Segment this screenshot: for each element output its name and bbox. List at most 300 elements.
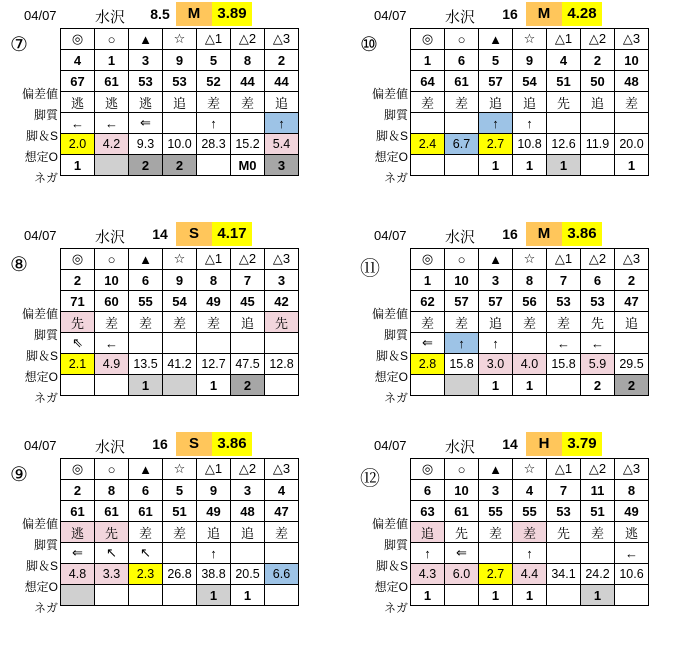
horse-number-cell: 6 — [445, 50, 479, 71]
leg-speed-cell — [197, 333, 231, 354]
leg-speed-row — [61, 333, 299, 354]
mark-cell: △3 — [615, 29, 649, 50]
race-date: 04/07 — [24, 8, 57, 23]
row-label: 想定O — [374, 150, 408, 164]
deviation-cell: 57 — [479, 291, 513, 312]
horse-number-cell: 2 — [61, 270, 95, 291]
running-style-cell: 差 — [231, 92, 265, 113]
horse-number-cell: 6 — [411, 480, 445, 501]
running-style-cell: 逃 — [61, 522, 95, 543]
expected-odds-cell: 10.8 — [513, 134, 547, 155]
race-date: 04/07 — [374, 8, 407, 23]
negative-cell: 1 — [513, 375, 547, 396]
expected-odds-cell: 47.5 — [231, 354, 265, 375]
deviation-cell: 67 — [61, 71, 95, 92]
race-score-badge: 3.89 — [212, 2, 252, 26]
negative-cell — [95, 375, 129, 396]
leg-speed-cell — [231, 333, 265, 354]
expected-odds-cell: 4.8 — [61, 564, 95, 585]
running-style-cell: 差 — [129, 312, 163, 333]
row-label: 脚＆S — [375, 129, 408, 143]
mark-cell: ☆ — [163, 459, 197, 480]
mark-cell: △2 — [231, 249, 265, 270]
expected-odds-cell: 9.3 — [129, 134, 163, 155]
running-style-cell: 追 — [197, 522, 231, 543]
race-number: ⑩ — [360, 34, 378, 56]
negative-cell: 1 — [547, 155, 581, 176]
horse-number-cell: 4 — [61, 50, 95, 71]
negative-row — [61, 585, 299, 606]
horse-number-cell: 5 — [163, 480, 197, 501]
row-labels — [0, 514, 60, 619]
deviation-cell: 51 — [581, 501, 615, 522]
running-style-cell: 差 — [479, 522, 513, 543]
leg-speed-cell — [547, 113, 581, 134]
negative-cell — [197, 155, 231, 176]
race-venue: 水沢 — [95, 229, 126, 246]
race-number: ⑫ — [360, 468, 380, 490]
row-labels — [350, 84, 410, 189]
deviation-cell: 48 — [231, 501, 265, 522]
leg-speed-cell: ← — [547, 333, 581, 354]
deviation-cell: 51 — [163, 501, 197, 522]
race-score-badge: 3.86 — [562, 222, 602, 246]
expected-odds-row — [411, 134, 649, 155]
running-style-cell: 差 — [445, 92, 479, 113]
prediction-grid — [60, 28, 299, 176]
leg-speed-cell — [581, 113, 615, 134]
negative-cell: 1 — [479, 585, 513, 606]
leg-speed-cell — [513, 333, 547, 354]
deviation-cell: 53 — [163, 71, 197, 92]
mark-cell: △2 — [581, 459, 615, 480]
deviation-cell: 61 — [95, 71, 129, 92]
running-style-cell: 差 — [513, 312, 547, 333]
running-style-row — [411, 522, 649, 543]
running-style-row — [411, 92, 649, 113]
expected-odds-cell: 20.0 — [615, 134, 649, 155]
deviation-row — [61, 291, 299, 312]
leg-speed-cell: ⇐ — [61, 543, 95, 564]
negative-cell: 1 — [61, 155, 95, 176]
row-label: 脚質 — [383, 108, 408, 122]
running-style-cell: 先 — [581, 312, 615, 333]
leg-speed-cell — [479, 543, 513, 564]
negative-cell — [445, 375, 479, 396]
expected-odds-cell: 2.3 — [129, 564, 163, 585]
deviation-cell: 54 — [513, 71, 547, 92]
deviation-cell: 53 — [129, 71, 163, 92]
running-style-cell: 差 — [445, 312, 479, 333]
deviation-cell: 50 — [581, 71, 615, 92]
negative-cell — [265, 585, 299, 606]
deviation-cell: 63 — [411, 501, 445, 522]
expected-odds-cell: 6.7 — [445, 134, 479, 155]
race-header — [350, 222, 680, 248]
expected-odds-cell: 12.7 — [197, 354, 231, 375]
expected-odds-cell: 6.0 — [445, 564, 479, 585]
negative-cell — [95, 585, 129, 606]
horse-number-row — [411, 50, 649, 71]
mark-cell: △3 — [615, 459, 649, 480]
horse-number-cell: 2 — [581, 50, 615, 71]
negative-cell — [61, 375, 95, 396]
mark-row — [411, 249, 649, 270]
expected-odds-cell: 4.0 — [513, 354, 547, 375]
race-score-badge: 3.86 — [212, 432, 252, 456]
expected-odds-cell: 13.5 — [129, 354, 163, 375]
leg-speed-cell: ← — [581, 333, 615, 354]
horse-number-cell: 8 — [95, 480, 129, 501]
race-number: ⑨ — [10, 464, 28, 486]
running-style-row — [61, 522, 299, 543]
deviation-cell: 44 — [231, 71, 265, 92]
expected-odds-cell: 24.2 — [581, 564, 615, 585]
horse-number-cell: 10 — [445, 480, 479, 501]
deviation-row — [61, 501, 299, 522]
deviation-cell: 48 — [615, 71, 649, 92]
expected-odds-cell: 5.4 — [265, 134, 299, 155]
mark-cell: △1 — [197, 29, 231, 50]
negative-cell: 1 — [197, 585, 231, 606]
running-style-cell: 追 — [265, 92, 299, 113]
expected-odds-cell: 2.8 — [411, 354, 445, 375]
negative-cell — [411, 155, 445, 176]
row-label: 想定O — [24, 150, 58, 164]
negative-cell — [95, 155, 129, 176]
deviation-cell: 56 — [513, 291, 547, 312]
negative-cell — [445, 585, 479, 606]
horse-number-cell: 10 — [95, 270, 129, 291]
negative-cell: 1 — [411, 585, 445, 606]
expected-odds-cell: 11.9 — [581, 134, 615, 155]
race-header — [350, 432, 680, 458]
mark-row — [61, 249, 299, 270]
deviation-cell: 60 — [95, 291, 129, 312]
race-score-badge: 3.79 — [562, 432, 602, 456]
mark-cell: ◎ — [411, 249, 445, 270]
running-style-cell: 追 — [479, 312, 513, 333]
prediction-grid — [60, 458, 299, 606]
mark-cell: △1 — [547, 29, 581, 50]
race-venue: 水沢 — [95, 9, 126, 26]
running-style-cell: 差 — [163, 312, 197, 333]
running-style-cell: 差 — [581, 522, 615, 543]
deviation-cell: 51 — [547, 71, 581, 92]
deviation-cell: 49 — [197, 291, 231, 312]
horse-number-cell: 8 — [615, 480, 649, 501]
negative-row — [411, 155, 649, 176]
running-style-cell: 逃 — [615, 522, 649, 543]
leg-speed-cell — [615, 333, 649, 354]
mark-cell: △2 — [581, 249, 615, 270]
leg-speed-cell: ⇖ — [61, 333, 95, 354]
row-label: 偏差値 — [21, 307, 58, 321]
leg-speed-cell — [615, 113, 649, 134]
horse-number-cell: 2 — [265, 50, 299, 71]
leg-speed-cell: ↑ — [197, 543, 231, 564]
deviation-cell: 61 — [61, 501, 95, 522]
leg-speed-cell — [231, 113, 265, 134]
negative-row — [61, 155, 299, 176]
race-header — [0, 2, 330, 28]
horse-number-cell: 7 — [547, 480, 581, 501]
horse-number-cell: 2 — [61, 480, 95, 501]
mark-cell: △3 — [265, 249, 299, 270]
running-style-cell: 差 — [129, 522, 163, 543]
negative-cell — [61, 585, 95, 606]
deviation-row — [61, 71, 299, 92]
leg-speed-cell: ↑ — [265, 113, 299, 134]
mark-cell: △3 — [265, 29, 299, 50]
negative-cell: 2 — [163, 155, 197, 176]
deviation-cell: 55 — [513, 501, 547, 522]
leg-speed-cell — [163, 333, 197, 354]
expected-odds-cell: 3.0 — [479, 354, 513, 375]
race-number: ⑧ — [10, 254, 28, 276]
row-labels — [0, 304, 60, 409]
row-label: 脚＆S — [375, 349, 408, 363]
expected-odds-cell: 2.7 — [479, 564, 513, 585]
horse-number-row — [411, 270, 649, 291]
row-label: 偏差値 — [21, 87, 58, 101]
row-label: 想定O — [374, 580, 408, 594]
horse-number-cell: 3 — [479, 270, 513, 291]
row-label: 偏差値 — [371, 517, 408, 531]
mark-cell: ▲ — [479, 459, 513, 480]
running-style-cell: 先 — [265, 312, 299, 333]
expected-odds-cell: 12.8 — [265, 354, 299, 375]
row-label: ネガ — [383, 391, 408, 405]
leg-speed-cell: ↑ — [445, 333, 479, 354]
race-panel — [0, 0, 330, 210]
expected-odds-cell: 2.4 — [411, 134, 445, 155]
horse-number-cell: 9 — [163, 270, 197, 291]
running-style-cell: 追 — [513, 92, 547, 113]
expected-odds-cell: 15.8 — [445, 354, 479, 375]
negative-row — [411, 585, 649, 606]
deviation-cell: 55 — [479, 501, 513, 522]
race-grade-badge: M — [176, 2, 212, 26]
race-number: ⑪ — [360, 258, 380, 280]
expected-odds-row — [61, 134, 299, 155]
expected-odds-cell: 28.3 — [197, 134, 231, 155]
running-style-cell: 差 — [197, 312, 231, 333]
negative-cell: 1 — [513, 155, 547, 176]
mark-cell: ▲ — [129, 29, 163, 50]
leg-speed-cell — [547, 543, 581, 564]
horse-number-cell: 3 — [129, 50, 163, 71]
running-style-cell: 差 — [547, 312, 581, 333]
mark-cell: ▲ — [129, 249, 163, 270]
mark-cell: ☆ — [163, 29, 197, 50]
race-number: ⑦ — [10, 34, 28, 56]
prediction-grid — [410, 28, 649, 176]
running-style-cell: 差 — [411, 312, 445, 333]
horse-number-cell: 6 — [129, 270, 163, 291]
leg-speed-cell: ⇐ — [445, 543, 479, 564]
mark-cell: △2 — [231, 459, 265, 480]
negative-cell: 2 — [231, 375, 265, 396]
mark-cell: △1 — [547, 249, 581, 270]
leg-speed-cell — [231, 543, 265, 564]
race-date: 04/07 — [374, 228, 407, 243]
negative-cell — [581, 155, 615, 176]
mark-row — [61, 459, 299, 480]
row-label: 脚質 — [383, 538, 408, 552]
mark-cell: △3 — [615, 249, 649, 270]
deviation-cell: 61 — [95, 501, 129, 522]
horse-number-cell: 1 — [95, 50, 129, 71]
running-style-cell: 差 — [197, 92, 231, 113]
race-panel — [350, 220, 680, 430]
leg-speed-cell — [581, 543, 615, 564]
negative-cell — [265, 375, 299, 396]
running-style-cell: 先 — [445, 522, 479, 543]
expected-odds-row — [61, 354, 299, 375]
mark-cell: ○ — [95, 459, 129, 480]
leg-speed-cell: ↑ — [513, 543, 547, 564]
deviation-cell: 57 — [445, 291, 479, 312]
row-labels — [350, 304, 410, 409]
row-labels — [0, 84, 60, 189]
row-label: 想定O — [24, 580, 58, 594]
deviation-cell: 71 — [61, 291, 95, 312]
expected-odds-cell: 6.6 — [265, 564, 299, 585]
leg-speed-cell: ↑ — [197, 113, 231, 134]
leg-speed-cell: ← — [615, 543, 649, 564]
expected-odds-cell: 4.2 — [95, 134, 129, 155]
race-date: 04/07 — [374, 438, 407, 453]
expected-odds-cell: 20.5 — [231, 564, 265, 585]
expected-odds-cell: 10.6 — [615, 564, 649, 585]
leg-speed-cell: ↖ — [129, 543, 163, 564]
negative-row — [411, 375, 649, 396]
running-style-cell: 逃 — [129, 92, 163, 113]
leg-speed-cell — [129, 333, 163, 354]
expected-odds-cell: 4.3 — [411, 564, 445, 585]
deviation-row — [411, 501, 649, 522]
horse-number-cell: 3 — [265, 270, 299, 291]
mark-cell: ◎ — [61, 29, 95, 50]
expected-odds-cell: 15.2 — [231, 134, 265, 155]
prediction-grid — [410, 248, 649, 396]
row-label: 脚＆S — [25, 349, 58, 363]
race-score-badge: 4.28 — [562, 2, 602, 26]
negative-cell — [163, 375, 197, 396]
leg-speed-cell — [265, 543, 299, 564]
race-venue: 水沢 — [95, 439, 126, 456]
horse-number-row — [411, 480, 649, 501]
prediction-grid — [60, 248, 299, 396]
negative-row — [61, 375, 299, 396]
running-style-cell: 追 — [615, 312, 649, 333]
deviation-cell: 42 — [265, 291, 299, 312]
mark-cell: ○ — [95, 249, 129, 270]
race-venue: 水沢 — [445, 439, 476, 456]
running-style-cell: 差 — [411, 92, 445, 113]
deviation-cell: 49 — [615, 501, 649, 522]
mark-cell: ○ — [445, 29, 479, 50]
race-header — [0, 222, 330, 248]
negative-cell — [445, 155, 479, 176]
negative-cell: 1 — [129, 375, 163, 396]
expected-odds-row — [411, 564, 649, 585]
mark-cell: △1 — [197, 459, 231, 480]
leg-speed-cell — [265, 333, 299, 354]
running-style-cell: 追 — [581, 92, 615, 113]
mark-cell: △2 — [581, 29, 615, 50]
leg-speed-cell — [163, 543, 197, 564]
expected-odds-cell: 10.0 — [163, 134, 197, 155]
horse-number-cell: 3 — [479, 480, 513, 501]
running-style-cell: 差 — [615, 92, 649, 113]
horse-number-row — [61, 270, 299, 291]
horse-number-cell: 9 — [197, 480, 231, 501]
horse-number-row — [61, 50, 299, 71]
running-style-row — [411, 312, 649, 333]
running-style-cell: 差 — [163, 522, 197, 543]
expected-odds-cell: 41.2 — [163, 354, 197, 375]
running-style-cell: 逃 — [95, 92, 129, 113]
mark-cell: ▲ — [479, 249, 513, 270]
expected-odds-cell: 34.1 — [547, 564, 581, 585]
mark-cell: △2 — [231, 29, 265, 50]
horse-number-cell: 7 — [547, 270, 581, 291]
horse-number-cell: 8 — [231, 50, 265, 71]
mark-cell: ◎ — [411, 459, 445, 480]
expected-odds-cell: 12.6 — [547, 134, 581, 155]
deviation-cell: 53 — [547, 501, 581, 522]
leg-speed-cell: ← — [61, 113, 95, 134]
negative-cell: M0 — [231, 155, 265, 176]
expected-odds-cell: 29.5 — [615, 354, 649, 375]
row-label: ネガ — [383, 601, 408, 615]
leg-speed-cell: ⇐ — [129, 113, 163, 134]
deviation-cell: 57 — [479, 71, 513, 92]
race-header — [0, 432, 330, 458]
horse-number-cell: 4 — [547, 50, 581, 71]
race-distance: 16 — [152, 436, 168, 452]
deviation-cell: 61 — [445, 71, 479, 92]
row-label: 想定O — [24, 370, 58, 384]
row-label: 脚＆S — [25, 559, 58, 573]
deviation-cell: 53 — [547, 291, 581, 312]
running-style-cell: 先 — [547, 522, 581, 543]
deviation-cell: 61 — [129, 501, 163, 522]
horse-number-cell: 1 — [411, 50, 445, 71]
horse-number-cell: 5 — [197, 50, 231, 71]
prediction-grid — [410, 458, 649, 606]
negative-cell — [129, 585, 163, 606]
mark-cell: ☆ — [513, 29, 547, 50]
deviation-cell: 49 — [197, 501, 231, 522]
race-date: 04/07 — [24, 438, 57, 453]
expected-odds-cell: 3.3 — [95, 564, 129, 585]
mark-cell: △1 — [547, 459, 581, 480]
leg-speed-cell: ← — [95, 333, 129, 354]
running-style-cell: 追 — [163, 92, 197, 113]
leg-speed-cell: ⇐ — [411, 333, 445, 354]
deviation-row — [411, 71, 649, 92]
horse-number-cell: 6 — [129, 480, 163, 501]
row-label: 脚質 — [33, 328, 58, 342]
row-labels — [350, 514, 410, 619]
leg-speed-cell: ↑ — [479, 333, 513, 354]
race-panel — [0, 430, 330, 640]
leg-speed-row — [411, 543, 649, 564]
horse-number-cell: 9 — [163, 50, 197, 71]
